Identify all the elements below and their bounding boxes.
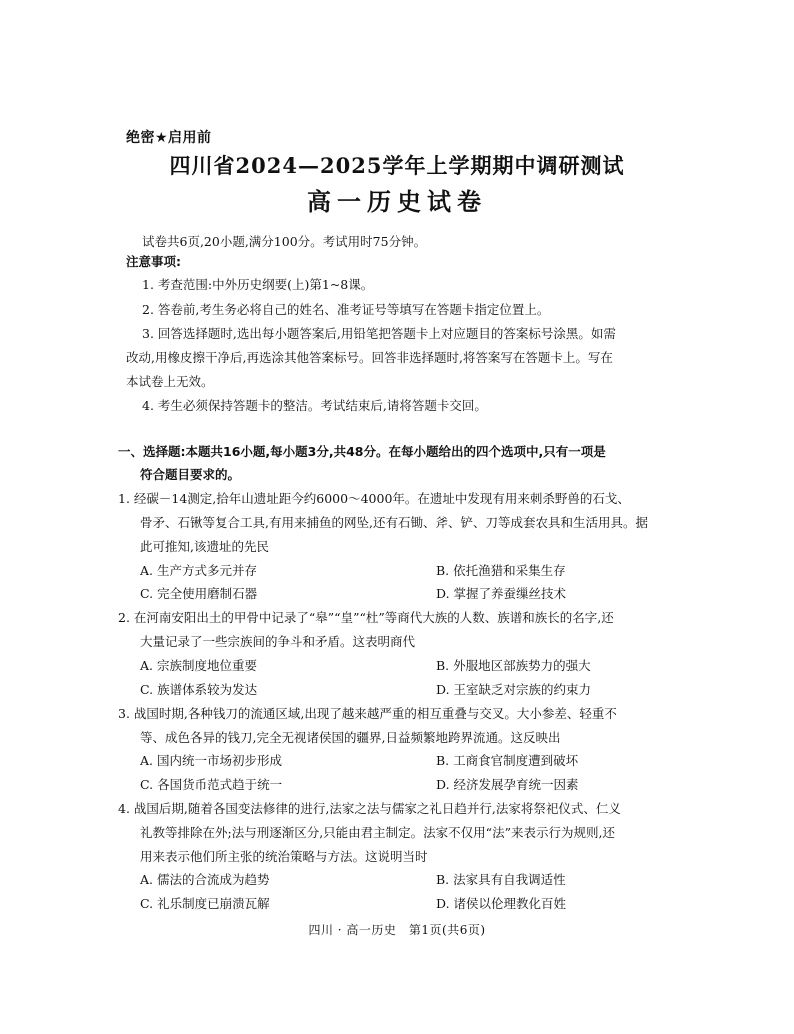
question-stem: 礼教等排除在外;法与刑逐渐区分,只能由君主制定。法家不仅用“法”来表示行为规则,还 xyxy=(140,825,615,840)
option-c: C. 各国货币范式趋于统一 xyxy=(140,777,283,792)
question-stem: 等、成色各异的钱刀,完全无视诸侯国的疆界,日益频繁地跨界流通。这反映出 xyxy=(140,730,561,745)
section-heading: 一、选择题:本题共16小题,每小题3分,共48分。在每小题给出的四个选项中,只有一项是 xyxy=(118,444,606,459)
option-c: C. 完全使用磨制石器 xyxy=(140,586,258,601)
note-item: 1. 考查范围:中外历史纲要(上)第1~8课。 xyxy=(142,277,374,292)
option-c: C. 礼乐制度已崩溃瓦解 xyxy=(140,896,270,911)
option-d: D. 王室缺乏对宗族的约束力 xyxy=(436,682,592,697)
option-d: D. 诸侯以伦理教化百姓 xyxy=(436,896,567,911)
confidential-label: 绝密★启用前 xyxy=(126,130,212,146)
exam-subtitle: 高一历史试卷 xyxy=(307,188,487,216)
option-d: D. 经济发展孕育统一因素 xyxy=(436,777,579,792)
note-item: 2. 答卷前,考生务必将自己的姓名、准考证号等填写在答题卡指定位置上。 xyxy=(142,302,550,317)
section-heading-cont: 符合题目要求的。 xyxy=(140,467,241,482)
note-item: 改动,用橡皮擦干净后,再选涂其他答案标号。回答非选择题时,将答案写在答题卡上。写在 xyxy=(126,350,613,365)
option-b: B. 工商食官制度遭到破坏 xyxy=(436,753,579,768)
option-b: B. 外服地区部族势力的强大 xyxy=(436,658,591,673)
question-stem: 2. 在河南安阳出土的甲骨中记录了“皋”“皇”“杜”等商代大族的人数、族谱和族长的名字,还 xyxy=(118,610,614,625)
question-stem: 用来表示他们所主张的统治策略与方法。这说明当时 xyxy=(140,849,428,864)
option-b: B. 法家具有自我调适性 xyxy=(436,872,566,887)
question-stem: 4. 战国后期,随着各国变法修律的进行,法家之法与儒家之礼日趋并行,法家将祭祀仪式、仁义 xyxy=(118,801,621,816)
option-a: A. 生产方式多元并存 xyxy=(140,563,257,578)
notes-heading: 注意事项: xyxy=(126,254,181,269)
exam-title: 四川省2024—2025学年上学期期中调研测试 xyxy=(169,153,625,178)
option-a: A. 儒法的合流成为趋势 xyxy=(140,872,270,887)
question-stem: 3. 战国时期,各种钱刀的流通区域,出现了越来越严重的相互重叠与交叉。大小参差、轻重不 xyxy=(118,706,617,721)
option-b: B. 依托渔猎和采集生存 xyxy=(436,563,566,578)
option-a: A. 国内统一市场初步形成 xyxy=(140,753,282,768)
question-stem: 大量记录了一些宗族间的争斗和矛盾。这表明商代 xyxy=(140,634,416,649)
question-stem: 此可推知,该遗址的先民 xyxy=(140,539,269,554)
note-item: 3. 回答选择题时,选出每小题答案后,用铅笔把答题卡上对应题目的答案标号涂黑。如需 xyxy=(142,326,616,341)
note-item: 本试卷上无效。 xyxy=(126,374,214,389)
option-d: D. 掌握了养蚕缫丝技术 xyxy=(436,586,567,601)
exam-summary: 试卷共6页,20小题,满分100分。考试用时75分钟。 xyxy=(142,234,427,249)
page-footer: 四川 · 高一历史 第1页(共6页) xyxy=(308,923,486,937)
note-item: 4. 考生必须保持答题卡的整洁。考试结束后,请将答题卡交回。 xyxy=(142,398,487,413)
option-a: A. 宗族制度地位重要 xyxy=(140,658,257,673)
question-stem: 1. 经碳－14测定,拾年山遗址距今约6000～4000年。在遗址中发现有用来刺杀野兽的石戈、 xyxy=(118,491,630,506)
question-stem: 骨矛、石锹等复合工具,有用来捕鱼的网坠,还有石锄、斧、铲、刀等成套农具和生活用具。据 xyxy=(140,515,648,530)
option-c: C. 族谱体系较为发达 xyxy=(140,682,258,697)
